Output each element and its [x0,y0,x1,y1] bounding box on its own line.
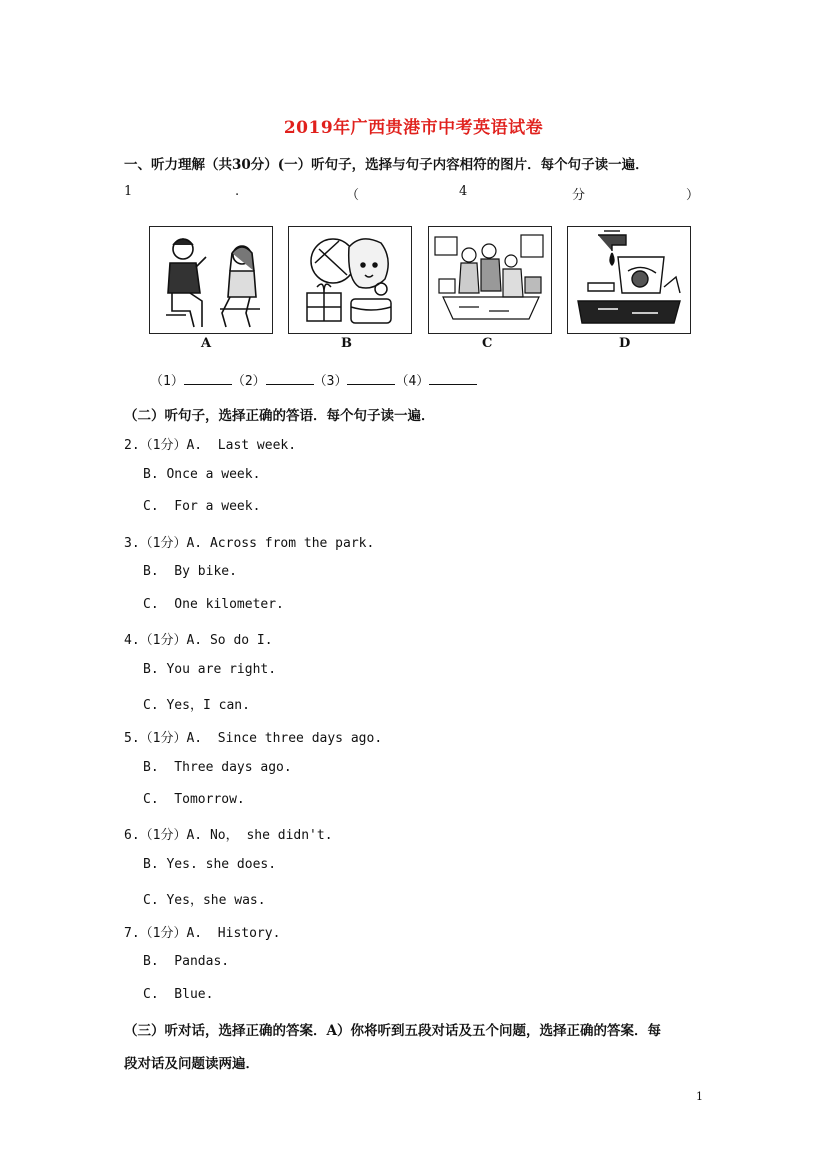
answer-blank-1[interactable] [184,372,232,385]
question-6-option-a: 6.（1分）A. No， she didn't. [124,828,333,843]
question-1-row [124,184,700,203]
question-2-option-b: B. Once a week. [143,467,261,482]
question-3-option-b: B. By bike. [143,564,237,579]
question-6-option-c: C. Yes，she was. [143,893,266,908]
question-5-option-c: C. Tomorrow. [143,792,245,807]
q1-right-paren: ） [686,188,700,203]
blank-label-3: （3） [313,374,348,389]
question-2-option-a: 2.（1分）A. Last week. [124,438,297,453]
page-title: 2019年广西贵港市中考英语试卷 [283,118,544,138]
question-4-option-a: 4.（1分）A. So do I. [124,633,273,648]
blank-label-4: （4） [395,374,430,389]
conversation-illustration [150,227,272,333]
question-5-option-b: B. Three days ago. [143,760,292,775]
page-number: 1 [696,1090,703,1103]
q1-number: 1 [124,184,133,199]
q1-score: 4 [459,184,468,199]
q1-dot: . [235,184,240,199]
question-3-option-a: 3.（1分）A. Across from the park. [124,536,375,551]
question-6-option-b: B. Yes. she does. [143,857,277,872]
question-2-option-c: C. For a week. [143,499,261,514]
picture-label-b: B [341,336,352,351]
blank-label-2: （2） [231,374,266,389]
section-heading-3-continued: 段对话及问题读两遍． [124,1056,259,1072]
question-4-option-c: C. Yes，I can. [143,698,250,713]
picture-label-a: A [201,336,212,351]
answer-blank-3[interactable] [347,372,395,385]
picture-d-water-tap [567,226,691,334]
picture-c-family-room [428,226,552,334]
birthday-illustration [289,227,411,333]
section-heading-2: （二）听句子，选择正确的答语．每个句子读一遍． [124,408,435,424]
answer-blanks [150,370,477,389]
picture-b-birthday [288,226,412,334]
question-5-option-a: 5.（1分）A. Since three days ago. [124,731,383,746]
picture-label-c: C [482,336,493,351]
question-4-option-b: B. You are right. [143,662,277,677]
family-illustration [429,227,551,333]
section-heading-3: （三）听对话，选择正确的答案．A）你将听到五段对话及五个问题，选择正确的答案．每 [124,1023,661,1039]
question-7-option-b: B. Pandas. [143,954,230,969]
picture-label-d: D [619,336,631,351]
question-3-option-c: C. One kilometer. [143,597,284,612]
blank-label-1: （1） [150,374,184,389]
q1-left-paren: （ [346,188,360,203]
q1-score-unit: 分 [572,188,586,203]
answer-blank-2[interactable] [266,372,314,385]
picture-a-two-people-talking [149,226,273,334]
question-7-option-c: C. Blue. [143,987,214,1002]
answer-blank-4[interactable] [429,372,477,385]
section-heading-1: 一、听力理解（共30分）(一）听句子，选择与句子内容相符的图片．每个句子读一遍． [124,157,649,173]
question-7-option-a: 7.（1分）A. History. [124,926,281,941]
water-illustration [568,227,690,333]
